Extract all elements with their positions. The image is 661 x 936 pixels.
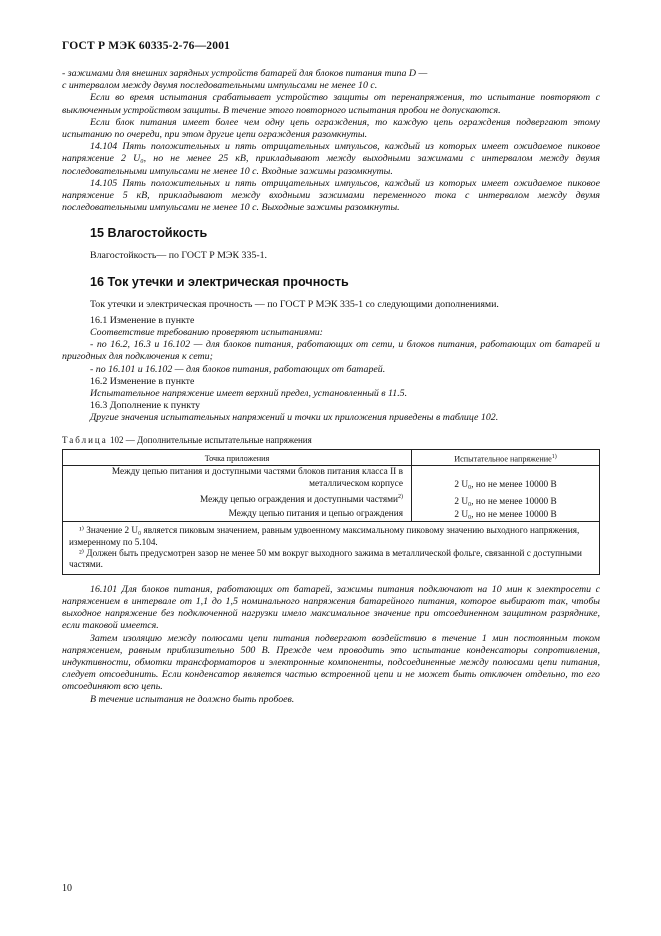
table-note: ¹⁾ Значение 2 U₀ является пиковым значением, равным удвоенному максимальному пиковому значению выходного напряжения, измеренному по 5.104. <box>69 525 580 547</box>
column-header: Точка приложения <box>63 449 412 466</box>
paragraph: Ток утечки и электрическая прочность — по ГОСТ Р МЭК 335-1 со следующими дополнениями. <box>90 298 499 310</box>
table-cell: 2 U₀, но не менее 10000 В <box>412 491 600 508</box>
document-page <box>62 40 600 706</box>
section-15-heading: 15 Влагостойкость <box>90 226 208 241</box>
table-note: ²⁾ Должен быть предусмотрен зазор не менее 50 мм вокруг выходного зажима в металлической фольге, связанной с доступными частями. <box>69 547 582 570</box>
table-cell: Между цепью питания и цепью ограждения <box>63 508 412 522</box>
document-header: ГОСТ Р МЭК 60335-2-76—2001 <box>62 40 231 52</box>
table-row <box>63 508 600 522</box>
table-row <box>63 466 600 491</box>
clause-16-1: 16.1 Изменение в пункте <box>90 314 195 326</box>
table-caption-word: Таблица <box>62 434 108 445</box>
paragraph: Испытательное напряжение имеет верхний предел, установленный в 11.5. <box>90 388 408 400</box>
clause-16-3: 16.3 Дополнение к пункту <box>90 400 201 412</box>
paragraph: - зажимами для внешних зарядных устройств батарей для блоков питания типа D — <box>62 68 428 79</box>
table-cell: 2 U₀, но не менее 10000 В <box>412 508 600 522</box>
paragraph: Другие значения испытательных напряжений и точки их приложения приведены в таблице 102. <box>90 412 499 424</box>
section-16-heading: 16 Ток утечки и электрическая прочность <box>90 274 349 289</box>
paragraph: Если во время испытания срабатывает устройство защиты от перенапряжения, то испытание повторяют с выключенным устройством защиты. В течение этого повторного испытания пробои не допускаются. <box>62 92 600 116</box>
page-number: 10 <box>62 883 72 894</box>
clause-16-101: 16.101 Для блоков питания, работающих от батарей, зажимы питания подключают на 10 мин к электросети с напряжением в интервале от 1,1 до 1,5 номинального напряжения батарейного питания, которое выбирают так, чтобы выходное напряжение без подключенной нагрузки имело максимальное значение при отсоединенном защитном разряднике, если таковой имеется. <box>62 583 600 632</box>
column-header: Испытательное напряжение$^{1)}$ <box>412 449 600 466</box>
paragraph: Соответствие требованию проверяют испытаниями: <box>90 327 323 339</box>
paragraph: В течение испытания не должно быть пробоев. <box>90 693 295 705</box>
paragraph: - по 16.101 и 16.102 — для блоков питания, работающих от батарей. <box>90 363 386 375</box>
clause-14-105: 14.105 Пять положительных и пять отрицательных импульсов, каждый из которых имеет ожидаемое пиковое напряжение 5 кВ, прикладывают между входными зажимами переменного тока с интервалом между двумя последовательными импульсами не менее 10 с. Выходные зажимы разомкнуты. <box>62 177 600 214</box>
table-cell: Между цепью питания и доступными частями блоков питания класса II в металлическом корпусе <box>63 466 412 491</box>
paragraph: Затем изоляцию между полюсами цепи питания подвергают воздействию в течение 1 мин постоянным током напряжением, равным приблизительно 500 В. Прежде чем проводить это испытание конденсаторы сопротивления, индуктивности, обмотки трансформаторов и электронные компоненты, подсоединенные между полюсами цепи питания, следует отсоединить. Если конденсатор является частью встроенной цепи и не может быть отключен отдельно, то его отсоединяют всю цепь. <box>62 632 600 693</box>
paragraph: Влагостойкость— по ГОСТ Р МЭК 335-1. <box>90 250 268 262</box>
table-caption-text: 102 — Дополнительные испытательные напряжения <box>110 434 312 445</box>
table-caption <box>62 435 600 445</box>
voltage-table <box>62 449 600 575</box>
paragraph: Если блок питания имеет более чем одну цепь ограждения, то каждую цепь ограждения подвергают этому испытанию по очереди, при этом другие цепи ограждения разомкнуты. <box>62 116 600 141</box>
paragraph: с интервалом между двумя последовательными импульсами не менее 10 с. <box>62 80 378 92</box>
paragraph: - по 16.2, 16.3 и 16.102 — для блоков питания, работающих от сети, и блоков питания, работающих от батарей и пригодных для подключения к сети; <box>62 339 600 363</box>
table-cell: Между цепью ограждения и доступными частями$^{2)}$ <box>63 491 412 508</box>
clause-14-104: 14.104 Пять положительных и пять отрицательных импульсов, каждый из которых имеет ожидаемое пиковое напряжение 2 U₀, но не менее 25 кВ, прикладывают между выходными зажимами с интервалом между двумя последовательными импульсами не менее 10 с. Входные зажимы разомкнуты. <box>62 141 600 177</box>
table-row <box>63 491 600 508</box>
clause-16-2: 16.2 Изменение в пункте <box>90 375 195 387</box>
table-notes <box>63 522 600 575</box>
table-cell: 2 U₀, но не менее 10000 В <box>412 466 600 491</box>
